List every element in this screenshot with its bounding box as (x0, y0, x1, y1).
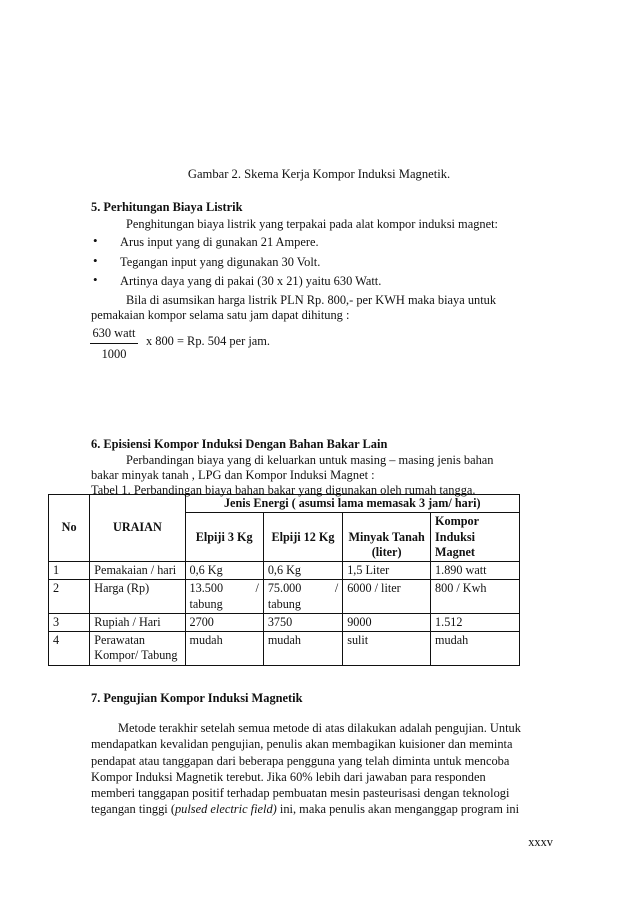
paragraph-line: Kompor Induksi Magnetik terebut. Jika 60% lebih dari jawaban para responden (91, 769, 486, 784)
cell-no: 2 (49, 580, 90, 614)
header-no: No (49, 495, 90, 562)
cell-kompor-induksi: 1.890 watt (431, 562, 520, 580)
section5-paragraph-line1: Bila di asumsikan harga listrik PLN Rp. 800,- per KWH maka biaya untuk (126, 293, 497, 307)
section7-paragraph (91, 720, 546, 818)
fraction-numerator: 630 watt (90, 325, 138, 344)
cell-elpiji-12kg: 75.000 / tabung (263, 580, 342, 614)
cell-no: 3 (49, 613, 90, 631)
header-jenis-energi: Jenis Energi ( asumsi lama memasak 3 jam/ hari) (185, 495, 519, 513)
cell-kompor-induksi: 800 / Kwh (431, 580, 520, 614)
list-item: • Arus input yang di gunakan 21 Ampere. (90, 234, 381, 254)
paragraph-line: Metode terakhir setelah semua metode di atas dilakukan adalah pengujian. Untuk (118, 721, 521, 735)
table-caption: Tabel 1. Perbandingan biaya bahan bakar yang digunakan oleh rumah tangga. (91, 483, 476, 497)
formula-result: x 800 = Rp. 504 per jam. (146, 334, 270, 348)
list-item: • Artinya daya yang di pakai (30 x 21) yaitu 630 Watt. (90, 273, 381, 293)
paragraph-line: pendapat atau tanggapan dari beberapa pengguna yang telah diminta untuk mencoba (91, 753, 510, 768)
cell-elpiji-3kg: mudah (185, 632, 263, 666)
table-row (49, 562, 520, 580)
section6-paragraph-line2: bakar minyak tanah , LPG dan Kompor Induksi Magnet : (91, 468, 375, 482)
section5-heading: 5. Perhitungan Biaya Listrik (91, 200, 243, 214)
cell-uraian: Harga (Rp) (90, 580, 185, 614)
table-row (49, 613, 520, 631)
cell-uraian: Pemakaian / hari (90, 562, 185, 580)
cell-elpiji-12kg: 0,6 Kg (263, 562, 342, 580)
cell-minyak-tanah: sulit (343, 632, 431, 666)
paragraph-line: memberi tanggapan positif terhadap pembuatan mesin pasteurisasi dengan teknologi (91, 786, 510, 801)
figure-caption: Gambar 2. Skema Kerja Kompor Induksi Magnetik. (187, 167, 451, 181)
cell-elpiji-12kg: mudah (263, 632, 342, 666)
header-minyak-tanah: Minyak Tanah (liter) (343, 513, 431, 562)
header-elpiji-12kg: Elpiji 12 Kg (263, 513, 342, 562)
table-row (49, 632, 520, 666)
comparison-table (48, 494, 520, 666)
section5-bullet-list (90, 234, 381, 293)
list-item: • Tegangan input yang digunakan 30 Volt. (90, 254, 381, 274)
header-kompor-induksi: Kompor Induksi Magnet (431, 513, 520, 562)
cell-minyak-tanah: 6000 / liter (343, 580, 431, 614)
cell-elpiji-3kg: 2700 (185, 613, 263, 631)
cell-uraian: Perawatan Kompor/ Tabung (90, 632, 185, 666)
section7-heading: 7. Pengujian Kompor Induksi Magnetik (91, 691, 303, 705)
section6-heading: 6. Episiensi Kompor Induksi Dengan Bahan Bakar Lain (91, 437, 388, 451)
header-elpiji-3kg: Elpiji 3 Kg (185, 513, 263, 562)
paragraph-line: mendapatkan kevalidan pengujian, penulis akan membagikan kuisioner dan meminta (91, 737, 513, 752)
paragraph-line: tegangan tinggi (pulsed electric field) ini, maka penulis akan menganggap program ini (91, 802, 520, 817)
cell-elpiji-12kg: 3750 (263, 613, 342, 631)
cell-minyak-tanah: 1,5 Liter (343, 562, 431, 580)
page-number: xxxv (528, 835, 553, 849)
section6-paragraph-line1: Perbandingan biaya yang di keluarkan untuk masing – masing jenis bahan (126, 453, 494, 467)
cell-uraian: Rupiah / Hari (90, 613, 185, 631)
section5-paragraph-line2: pemakaian kompor selama satu jam dapat dihitung : (91, 308, 350, 322)
cell-no: 4 (49, 632, 90, 666)
cell-minyak-tanah: 9000 (343, 613, 431, 631)
fraction-denominator: 1000 (101, 347, 127, 362)
formula-fraction (90, 325, 140, 362)
section5-intro: Penghitungan biaya listrik yang terpakai pada alat kompor induksi magnet: (126, 217, 498, 231)
header-uraian: URAIAN (90, 495, 185, 562)
cell-kompor-induksi: 1.512 (431, 613, 520, 631)
cell-kompor-induksi: mudah (431, 632, 520, 666)
cell-no: 1 (49, 562, 90, 580)
table-row (49, 580, 520, 614)
cell-elpiji-3kg: 13.500 / tabung (185, 580, 263, 614)
cell-elpiji-3kg: 0,6 Kg (185, 562, 263, 580)
